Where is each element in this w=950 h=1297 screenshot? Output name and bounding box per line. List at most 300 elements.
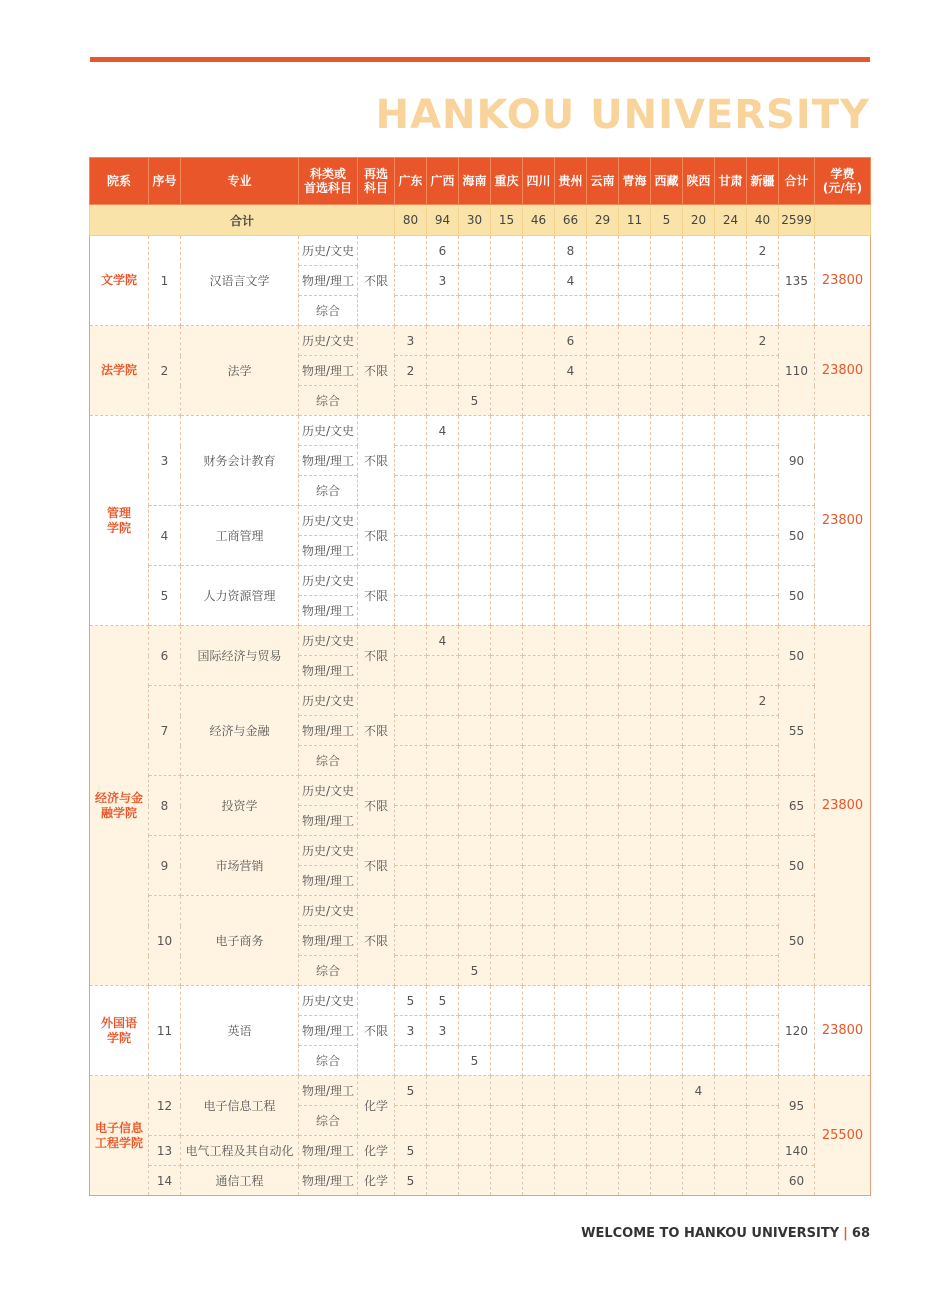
quota-cell xyxy=(683,506,715,536)
quota-cell xyxy=(395,296,427,326)
subject-cell: 物理/理工 xyxy=(299,596,358,626)
header-subject: 科类或 首选科目 xyxy=(299,158,358,205)
major-cell: 投资学 xyxy=(181,776,299,836)
subject-cell: 历史/文史 xyxy=(299,836,358,866)
quota-cell xyxy=(555,806,587,836)
major-total-cell: 95 xyxy=(779,1076,815,1136)
quota-cell xyxy=(587,866,619,896)
top-accent-bar xyxy=(90,57,870,62)
quota-cell xyxy=(747,1106,779,1136)
quota-cell xyxy=(587,986,619,1016)
quota-cell xyxy=(587,446,619,476)
quota-cell: 3 xyxy=(395,1016,427,1046)
quota-cell: 3 xyxy=(427,266,459,296)
major-total-cell: 60 xyxy=(779,1166,815,1196)
quota-cell xyxy=(683,746,715,776)
quota-cell xyxy=(715,1136,747,1166)
quota-cell xyxy=(491,986,523,1016)
fee-cell: 23800 xyxy=(815,986,871,1076)
quota-cell xyxy=(683,836,715,866)
seq-cell: 6 xyxy=(149,626,181,686)
quota-cell xyxy=(619,296,651,326)
quota-cell xyxy=(555,776,587,806)
quota-cell xyxy=(747,1136,779,1166)
quota-cell xyxy=(747,356,779,386)
major-total-cell: 135 xyxy=(779,236,815,326)
fee-cell: 23800 xyxy=(815,416,871,626)
table-row xyxy=(90,1166,871,1196)
quota-cell xyxy=(491,1166,523,1196)
total-cell: 66 xyxy=(555,205,587,236)
subject-cell: 物理/理工 xyxy=(299,1016,358,1046)
quota-cell: 5 xyxy=(395,986,427,1016)
header-fee: 学费 (元/年) xyxy=(815,158,871,205)
header-province: 西藏 xyxy=(651,158,683,205)
quota-cell xyxy=(459,1076,491,1106)
quota-cell xyxy=(395,776,427,806)
quota-cell xyxy=(683,656,715,686)
quota-cell xyxy=(395,716,427,746)
quota-cell xyxy=(683,236,715,266)
quota-cell xyxy=(459,266,491,296)
quota-cell xyxy=(715,926,747,956)
quota-cell xyxy=(683,626,715,656)
quota-cell xyxy=(619,956,651,986)
quota-cell xyxy=(683,926,715,956)
table-header-row xyxy=(90,158,871,205)
quota-cell xyxy=(651,476,683,506)
quota-cell xyxy=(715,1016,747,1046)
quota-cell xyxy=(427,446,459,476)
quota-cell xyxy=(427,506,459,536)
seq-cell: 3 xyxy=(149,416,181,506)
subject-cell: 历史/文史 xyxy=(299,416,358,446)
quota-cell xyxy=(651,1136,683,1166)
quota-cell xyxy=(523,956,555,986)
header-province: 贵州 xyxy=(555,158,587,205)
quota-cell xyxy=(619,716,651,746)
quota-cell xyxy=(619,656,651,686)
quota-cell xyxy=(619,1016,651,1046)
quota-cell xyxy=(619,1076,651,1106)
quota-cell xyxy=(459,686,491,716)
quota-cell xyxy=(427,776,459,806)
quota-cell xyxy=(395,506,427,536)
quota-cell xyxy=(651,686,683,716)
quota-cell xyxy=(491,686,523,716)
quota-cell xyxy=(395,386,427,416)
quota-cell xyxy=(651,536,683,566)
quota-cell xyxy=(715,296,747,326)
reselect-cell: 化学 xyxy=(358,1136,395,1166)
quota-cell xyxy=(555,626,587,656)
quota-cell xyxy=(747,956,779,986)
grand-total: 2599 xyxy=(779,205,815,236)
quota-cell xyxy=(395,746,427,776)
quota-cell xyxy=(619,536,651,566)
quota-cell xyxy=(523,686,555,716)
quota-cell xyxy=(523,356,555,386)
quota-cell xyxy=(683,776,715,806)
quota-cell xyxy=(491,896,523,926)
quota-cell xyxy=(459,536,491,566)
quota-cell xyxy=(651,1076,683,1106)
quota-cell xyxy=(491,476,523,506)
quota-cell xyxy=(427,386,459,416)
quota-cell xyxy=(619,1166,651,1196)
fee-cell: 23800 xyxy=(815,236,871,326)
quota-cell xyxy=(523,836,555,866)
quota-cell xyxy=(427,1076,459,1106)
quota-cell xyxy=(747,656,779,686)
quota-cell xyxy=(491,836,523,866)
quota-cell xyxy=(491,956,523,986)
quota-cell xyxy=(747,926,779,956)
reselect-cell: 不限 xyxy=(358,326,395,416)
subject-cell: 物理/理工 xyxy=(299,716,358,746)
major-cell: 工商管理 xyxy=(181,506,299,566)
quota-cell xyxy=(427,686,459,716)
quota-cell xyxy=(395,896,427,926)
reselect-cell: 化学 xyxy=(358,1166,395,1196)
table-row xyxy=(90,776,871,806)
quota-cell xyxy=(427,956,459,986)
table-row xyxy=(90,626,871,656)
subject-cell: 历史/文史 xyxy=(299,506,358,536)
quota-cell: 8 xyxy=(555,236,587,266)
fee-cell: 23800 xyxy=(815,626,871,986)
seq-cell: 4 xyxy=(149,506,181,566)
quota-cell xyxy=(427,296,459,326)
quota-cell xyxy=(555,956,587,986)
quota-cell xyxy=(523,1136,555,1166)
quota-cell xyxy=(491,866,523,896)
quota-cell xyxy=(619,236,651,266)
quota-cell xyxy=(523,266,555,296)
quota-cell xyxy=(715,686,747,716)
quota-cell xyxy=(715,776,747,806)
quota-cell xyxy=(459,656,491,686)
quota-cell xyxy=(491,1046,523,1076)
quota-cell xyxy=(651,866,683,896)
seq-cell: 8 xyxy=(149,776,181,836)
header-province: 海南 xyxy=(459,158,491,205)
quota-cell xyxy=(683,1106,715,1136)
header-province: 广西 xyxy=(427,158,459,205)
subject-cell: 物理/理工 xyxy=(299,356,358,386)
quota-cell xyxy=(587,1076,619,1106)
subject-cell: 综合 xyxy=(299,296,358,326)
quota-cell xyxy=(683,596,715,626)
quota-cell xyxy=(747,806,779,836)
major-cell: 人力资源管理 xyxy=(181,566,299,626)
quota-cell xyxy=(555,416,587,446)
header-province: 陕西 xyxy=(683,158,715,205)
quota-cell xyxy=(491,926,523,956)
college-cell: 文学院 xyxy=(90,236,149,326)
seq-cell: 14 xyxy=(149,1166,181,1196)
reselect-cell: 不限 xyxy=(358,896,395,986)
quota-cell xyxy=(587,626,619,656)
quota-cell xyxy=(747,566,779,596)
header-major: 专业 xyxy=(181,158,299,205)
quota-cell xyxy=(619,746,651,776)
major-total-cell: 50 xyxy=(779,896,815,986)
quota-cell xyxy=(491,506,523,536)
quota-cell xyxy=(427,1166,459,1196)
quota-cell xyxy=(555,476,587,506)
quota-cell xyxy=(459,1166,491,1196)
quota-cell xyxy=(715,596,747,626)
quota-cell xyxy=(555,536,587,566)
subject-cell: 物理/理工 xyxy=(299,1166,358,1196)
quota-cell xyxy=(651,236,683,266)
quota-cell xyxy=(747,1076,779,1106)
quota-cell xyxy=(683,806,715,836)
seq-cell: 5 xyxy=(149,566,181,626)
quota-cell xyxy=(459,776,491,806)
header-province: 新疆 xyxy=(747,158,779,205)
quota-cell xyxy=(651,806,683,836)
subject-cell: 历史/文史 xyxy=(299,776,358,806)
quota-cell xyxy=(427,716,459,746)
quota-cell xyxy=(555,896,587,926)
subject-cell: 物理/理工 xyxy=(299,1076,358,1106)
quota-cell: 6 xyxy=(555,326,587,356)
quota-cell xyxy=(523,1046,555,1076)
quota-cell xyxy=(619,506,651,536)
quota-cell xyxy=(715,476,747,506)
quota-cell xyxy=(523,446,555,476)
quota-cell xyxy=(459,566,491,596)
total-cell: 80 xyxy=(395,205,427,236)
quota-cell xyxy=(555,866,587,896)
quota-cell xyxy=(395,806,427,836)
quota-cell xyxy=(395,836,427,866)
quota-cell xyxy=(619,986,651,1016)
quota-cell xyxy=(651,1046,683,1076)
quota-cell xyxy=(491,596,523,626)
total-cell: 94 xyxy=(427,205,459,236)
quota-cell xyxy=(715,896,747,926)
quota-cell: 6 xyxy=(427,236,459,266)
subject-cell: 综合 xyxy=(299,746,358,776)
quota-cell xyxy=(747,536,779,566)
quota-cell xyxy=(491,296,523,326)
total-cell: 30 xyxy=(459,205,491,236)
table-row xyxy=(90,326,871,356)
fee-cell: 25500 xyxy=(815,1076,871,1196)
quota-cell xyxy=(747,446,779,476)
quota-cell xyxy=(427,566,459,596)
quota-cell xyxy=(459,836,491,866)
quota-cell xyxy=(555,446,587,476)
quota-cell xyxy=(715,806,747,836)
quota-cell xyxy=(651,926,683,956)
quota-cell xyxy=(619,266,651,296)
quota-cell xyxy=(427,896,459,926)
reselect-cell: 不限 xyxy=(358,836,395,896)
reselect-cell: 不限 xyxy=(358,416,395,506)
quota-cell xyxy=(395,626,427,656)
quota-cell xyxy=(587,1136,619,1166)
header-seq: 序号 xyxy=(149,158,181,205)
quota-cell xyxy=(715,836,747,866)
quota-cell xyxy=(427,926,459,956)
quota-cell: 2 xyxy=(747,236,779,266)
quota-cell xyxy=(459,236,491,266)
seq-cell: 1 xyxy=(149,236,181,326)
quota-cell xyxy=(587,1106,619,1136)
quota-cell xyxy=(555,926,587,956)
subject-cell: 物理/理工 xyxy=(299,656,358,686)
quota-cell xyxy=(747,1016,779,1046)
major-total-cell: 140 xyxy=(779,1136,815,1166)
quota-cell xyxy=(683,1016,715,1046)
table-row xyxy=(90,836,871,866)
quota-cell xyxy=(491,1076,523,1106)
quota-cell xyxy=(427,656,459,686)
major-cell: 市场营销 xyxy=(181,836,299,896)
quota-cell xyxy=(683,986,715,1016)
subject-cell: 历史/文史 xyxy=(299,326,358,356)
quota-cell xyxy=(491,266,523,296)
quota-cell xyxy=(459,326,491,356)
subject-cell: 综合 xyxy=(299,956,358,986)
subject-cell: 物理/理工 xyxy=(299,536,358,566)
quota-cell xyxy=(587,476,619,506)
quota-cell xyxy=(587,716,619,746)
quota-cell xyxy=(427,746,459,776)
quota-cell: 2 xyxy=(747,326,779,356)
quota-cell xyxy=(587,746,619,776)
quota-cell xyxy=(491,746,523,776)
quota-cell xyxy=(491,716,523,746)
quota-cell xyxy=(747,836,779,866)
quota-cell xyxy=(715,326,747,356)
quota-cell xyxy=(555,746,587,776)
quota-cell: 5 xyxy=(459,1046,491,1076)
quota-cell xyxy=(459,356,491,386)
quota-cell xyxy=(619,416,651,446)
quota-cell xyxy=(459,746,491,776)
subject-cell: 综合 xyxy=(299,386,358,416)
quota-cell xyxy=(747,986,779,1016)
quota-cell xyxy=(523,326,555,356)
quota-cell xyxy=(491,416,523,446)
reselect-cell: 不限 xyxy=(358,506,395,566)
total-cell: 24 xyxy=(715,205,747,236)
quota-cell xyxy=(619,626,651,656)
quota-cell xyxy=(715,536,747,566)
major-total-cell: 90 xyxy=(779,416,815,506)
total-cell: 20 xyxy=(683,205,715,236)
major-cell: 英语 xyxy=(181,986,299,1076)
header-province: 四川 xyxy=(523,158,555,205)
major-total-cell: 55 xyxy=(779,686,815,776)
subject-cell: 综合 xyxy=(299,1046,358,1076)
quota-cell xyxy=(715,566,747,596)
major-cell: 电子商务 xyxy=(181,896,299,986)
quota-cell xyxy=(747,1046,779,1076)
quota-cell xyxy=(491,536,523,566)
quota-cell xyxy=(459,866,491,896)
quota-cell xyxy=(651,1016,683,1046)
quota-cell xyxy=(523,566,555,596)
quota-cell xyxy=(587,896,619,926)
subject-cell: 物理/理工 xyxy=(299,926,358,956)
quota-cell xyxy=(395,656,427,686)
quota-cell xyxy=(715,386,747,416)
quota-cell xyxy=(587,836,619,866)
quota-cell: 5 xyxy=(395,1076,427,1106)
quota-cell xyxy=(395,596,427,626)
quota-cell xyxy=(715,1106,747,1136)
quota-cell xyxy=(427,836,459,866)
subject-cell: 综合 xyxy=(299,1106,358,1136)
quota-cell xyxy=(555,1166,587,1196)
quota-cell: 5 xyxy=(395,1166,427,1196)
quota-cell xyxy=(587,386,619,416)
quota-cell xyxy=(747,866,779,896)
quota-cell xyxy=(715,656,747,686)
header-total: 合计 xyxy=(779,158,815,205)
table-row xyxy=(90,1136,871,1166)
subject-cell: 历史/文史 xyxy=(299,986,358,1016)
quota-cell xyxy=(619,446,651,476)
quota-cell xyxy=(747,296,779,326)
quota-cell xyxy=(651,416,683,446)
college-cell: 外国语 学院 xyxy=(90,986,149,1076)
quota-cell xyxy=(459,1136,491,1166)
quota-cell xyxy=(523,1076,555,1106)
quota-cell xyxy=(619,566,651,596)
quota-cell xyxy=(683,446,715,476)
header-province: 重庆 xyxy=(491,158,523,205)
quota-cell xyxy=(683,896,715,926)
quota-cell xyxy=(491,566,523,596)
header-province: 青海 xyxy=(619,158,651,205)
quota-cell xyxy=(523,506,555,536)
quota-cell xyxy=(395,1106,427,1136)
quota-cell xyxy=(523,1016,555,1046)
quota-cell xyxy=(747,416,779,446)
table-row xyxy=(90,896,871,926)
quota-cell xyxy=(555,716,587,746)
quota-cell xyxy=(523,536,555,566)
quota-cell: 5 xyxy=(395,1136,427,1166)
reselect-cell: 不限 xyxy=(358,626,395,686)
major-cell: 通信工程 xyxy=(181,1166,299,1196)
major-cell: 电子信息工程 xyxy=(181,1076,299,1136)
quota-cell: 3 xyxy=(427,1016,459,1046)
quota-cell xyxy=(555,1076,587,1106)
quota-cell xyxy=(683,1046,715,1076)
quota-cell xyxy=(715,746,747,776)
quota-cell xyxy=(715,506,747,536)
header-province: 广东 xyxy=(395,158,427,205)
quota-cell xyxy=(651,746,683,776)
quota-cell xyxy=(491,1136,523,1166)
quota-cell xyxy=(395,446,427,476)
quota-cell xyxy=(523,656,555,686)
quota-cell xyxy=(587,806,619,836)
quota-cell xyxy=(491,656,523,686)
quota-cell xyxy=(459,416,491,446)
page-number: 68 xyxy=(851,1226,870,1241)
quota-cell xyxy=(427,1046,459,1076)
quota-cell xyxy=(619,866,651,896)
